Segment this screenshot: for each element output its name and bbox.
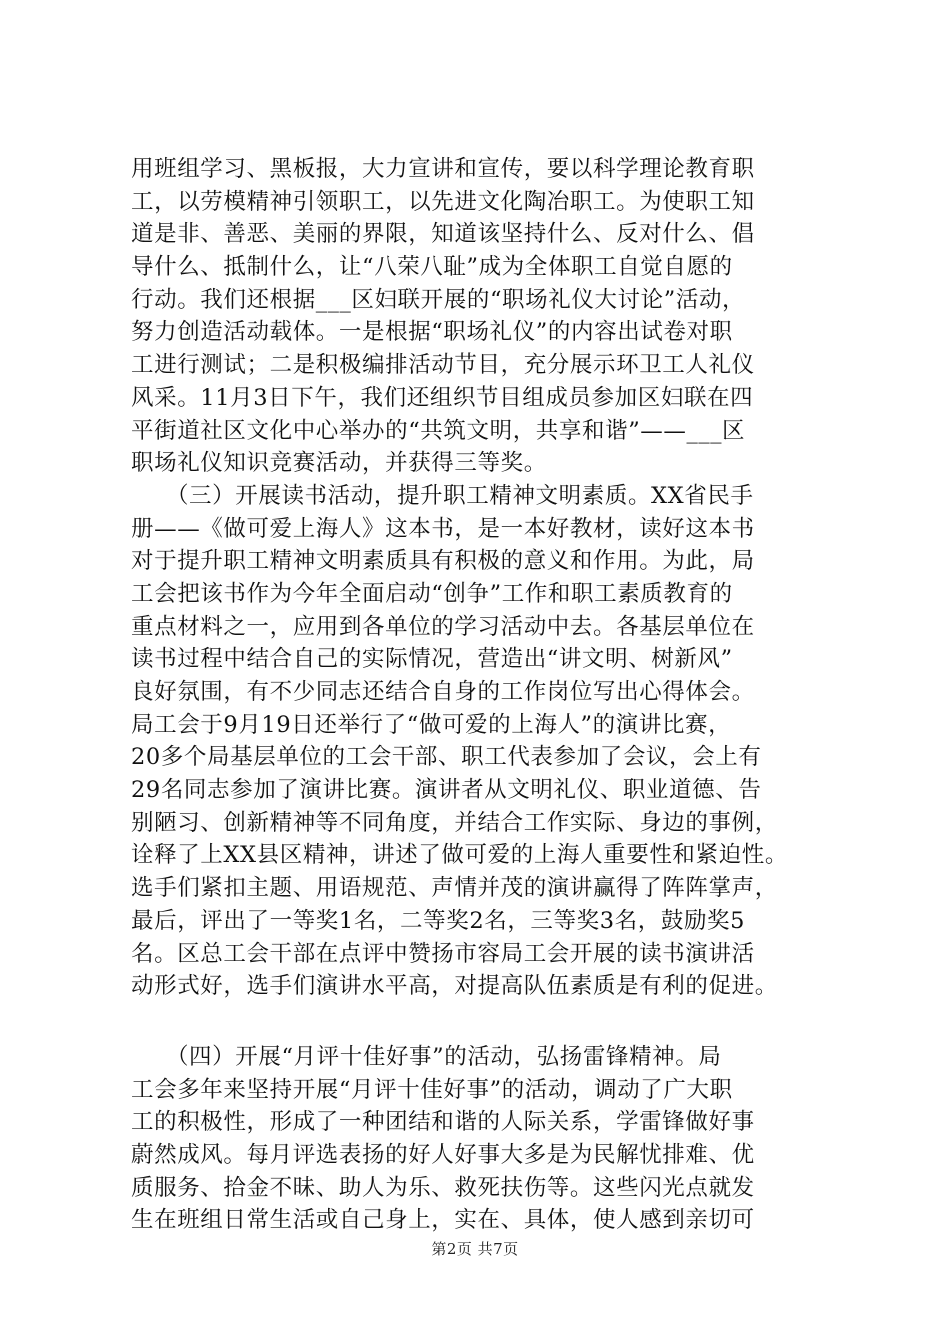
text-line: 工的积极性，形成了一种团结和谐的人际关系，学雷锋做好事 (131, 1109, 755, 1136)
text-line: 最后，评出了一等奖1名，二等奖2名，三等奖3名，鼓励奖5 (131, 907, 746, 934)
paragraph-start-line: （三）开展读书活动，提升职工精神文明素质。XX省民手 (131, 482, 754, 509)
text-line: 工进行测试；二是积极编排活动节目，充分展示环卫工人礼仪 (131, 352, 755, 379)
text-line: 别陋习、创新精神等不同角度，并结合工作实际、身边的事例， (131, 809, 778, 836)
body-text (131, 153, 831, 1237)
text-line: 道是非、善恶、美丽的界限，知道该坚持什么、反对什么、倡 (131, 221, 755, 248)
text-line: 局工会于9月19日还举行了“做可爱的上海人”的演讲比赛， (131, 711, 732, 738)
text-line: 平街道社区文化中心举办的“共筑文明，共享和谐”——___区 (131, 417, 746, 444)
paragraph-start-line: （四）开展“月评十佳好事”的活动，弘扬雷锋精神。局 (131, 1043, 722, 1070)
text-line: 诠释了上XX县区精神，讲述了做可爱的上海人重要性和紧迫性。 (131, 842, 788, 869)
text-line: 选手们紧扣主题、用语规范、声情并茂的演讲赢得了阵阵掌声， (131, 875, 778, 902)
text-line: 努力创造活动载体。一是根据“职场礼仪”的内容出试卷对职 (131, 319, 733, 346)
text-line: 20多个局基层单位的工会干部、职工代表参加了会议，会上有 (131, 744, 762, 771)
text-line: 导什么、抵制什么，让“八荣八耻”成为全体职工自觉自愿的 (131, 254, 733, 281)
text-line: 风采。11月3日下午，我们还组织节目组成员参加区妇联在四 (131, 384, 754, 411)
text-line: 工，以劳模精神引领职工，以先进文化陶冶职工。为使职工知 (131, 188, 755, 215)
text-line: 蔚然成风。每月评选表扬的好人好事大多是为民解忧排难、优 (131, 1141, 755, 1168)
text-line: 册——《做可爱上海人》这本书，是一本好教材，读好这本书 (131, 515, 755, 542)
text-line: 动形式好，选手们演讲水平高，对提高队伍素质是有利的促进。 (131, 973, 778, 1000)
text-line: 29名同志参加了演讲比赛。演讲者从文明礼仪、职业道德、告 (131, 777, 762, 804)
text-line: 生在班组日常生活或自己身上，实在、具体，使人感到亲切可 (131, 1207, 755, 1234)
text-line: 对于提升职工精神文明素质具有积极的意义和作用。为此，局 (131, 548, 755, 575)
text-line: 质服务、拾金不昧、助人为乐、救死扶伤等。这些闪光点就发 (131, 1174, 755, 1201)
text-line: 用班组学习、黑板报，大力宣讲和宣传，要以科学理论教育职 (131, 156, 755, 182)
text-line: 读书过程中结合自己的实际情况，营造出“讲文明、树新风” (131, 646, 733, 673)
text-line: 行动。我们还根据___区妇联开展的“职场礼仪大讨论”活动， (131, 286, 746, 313)
text-line: 良好氛围，有不少同志还结合自身的工作岗位写出心得体会。 (131, 679, 755, 705)
text-line: 重点材料之一，应用到各单位的学习活动中去。各基层单位在 (131, 613, 755, 640)
text-line: 名。区总工会干部在点评中赞扬市容局工会开展的读书演讲活 (131, 940, 755, 967)
text-line: 工会多年来坚持开展“月评十佳好事”的活动，调动了广大职 (131, 1076, 733, 1103)
page-number-footer: 第2页 共7页 (431, 1240, 519, 1258)
text-line: 工会把该书作为今年全面启动“创争”工作和职工素质教育的 (131, 580, 733, 607)
paragraph-gap (131, 1003, 831, 1041)
text-line: 职场礼仪知识竞赛活动，并获得三等奖。 (131, 450, 547, 477)
